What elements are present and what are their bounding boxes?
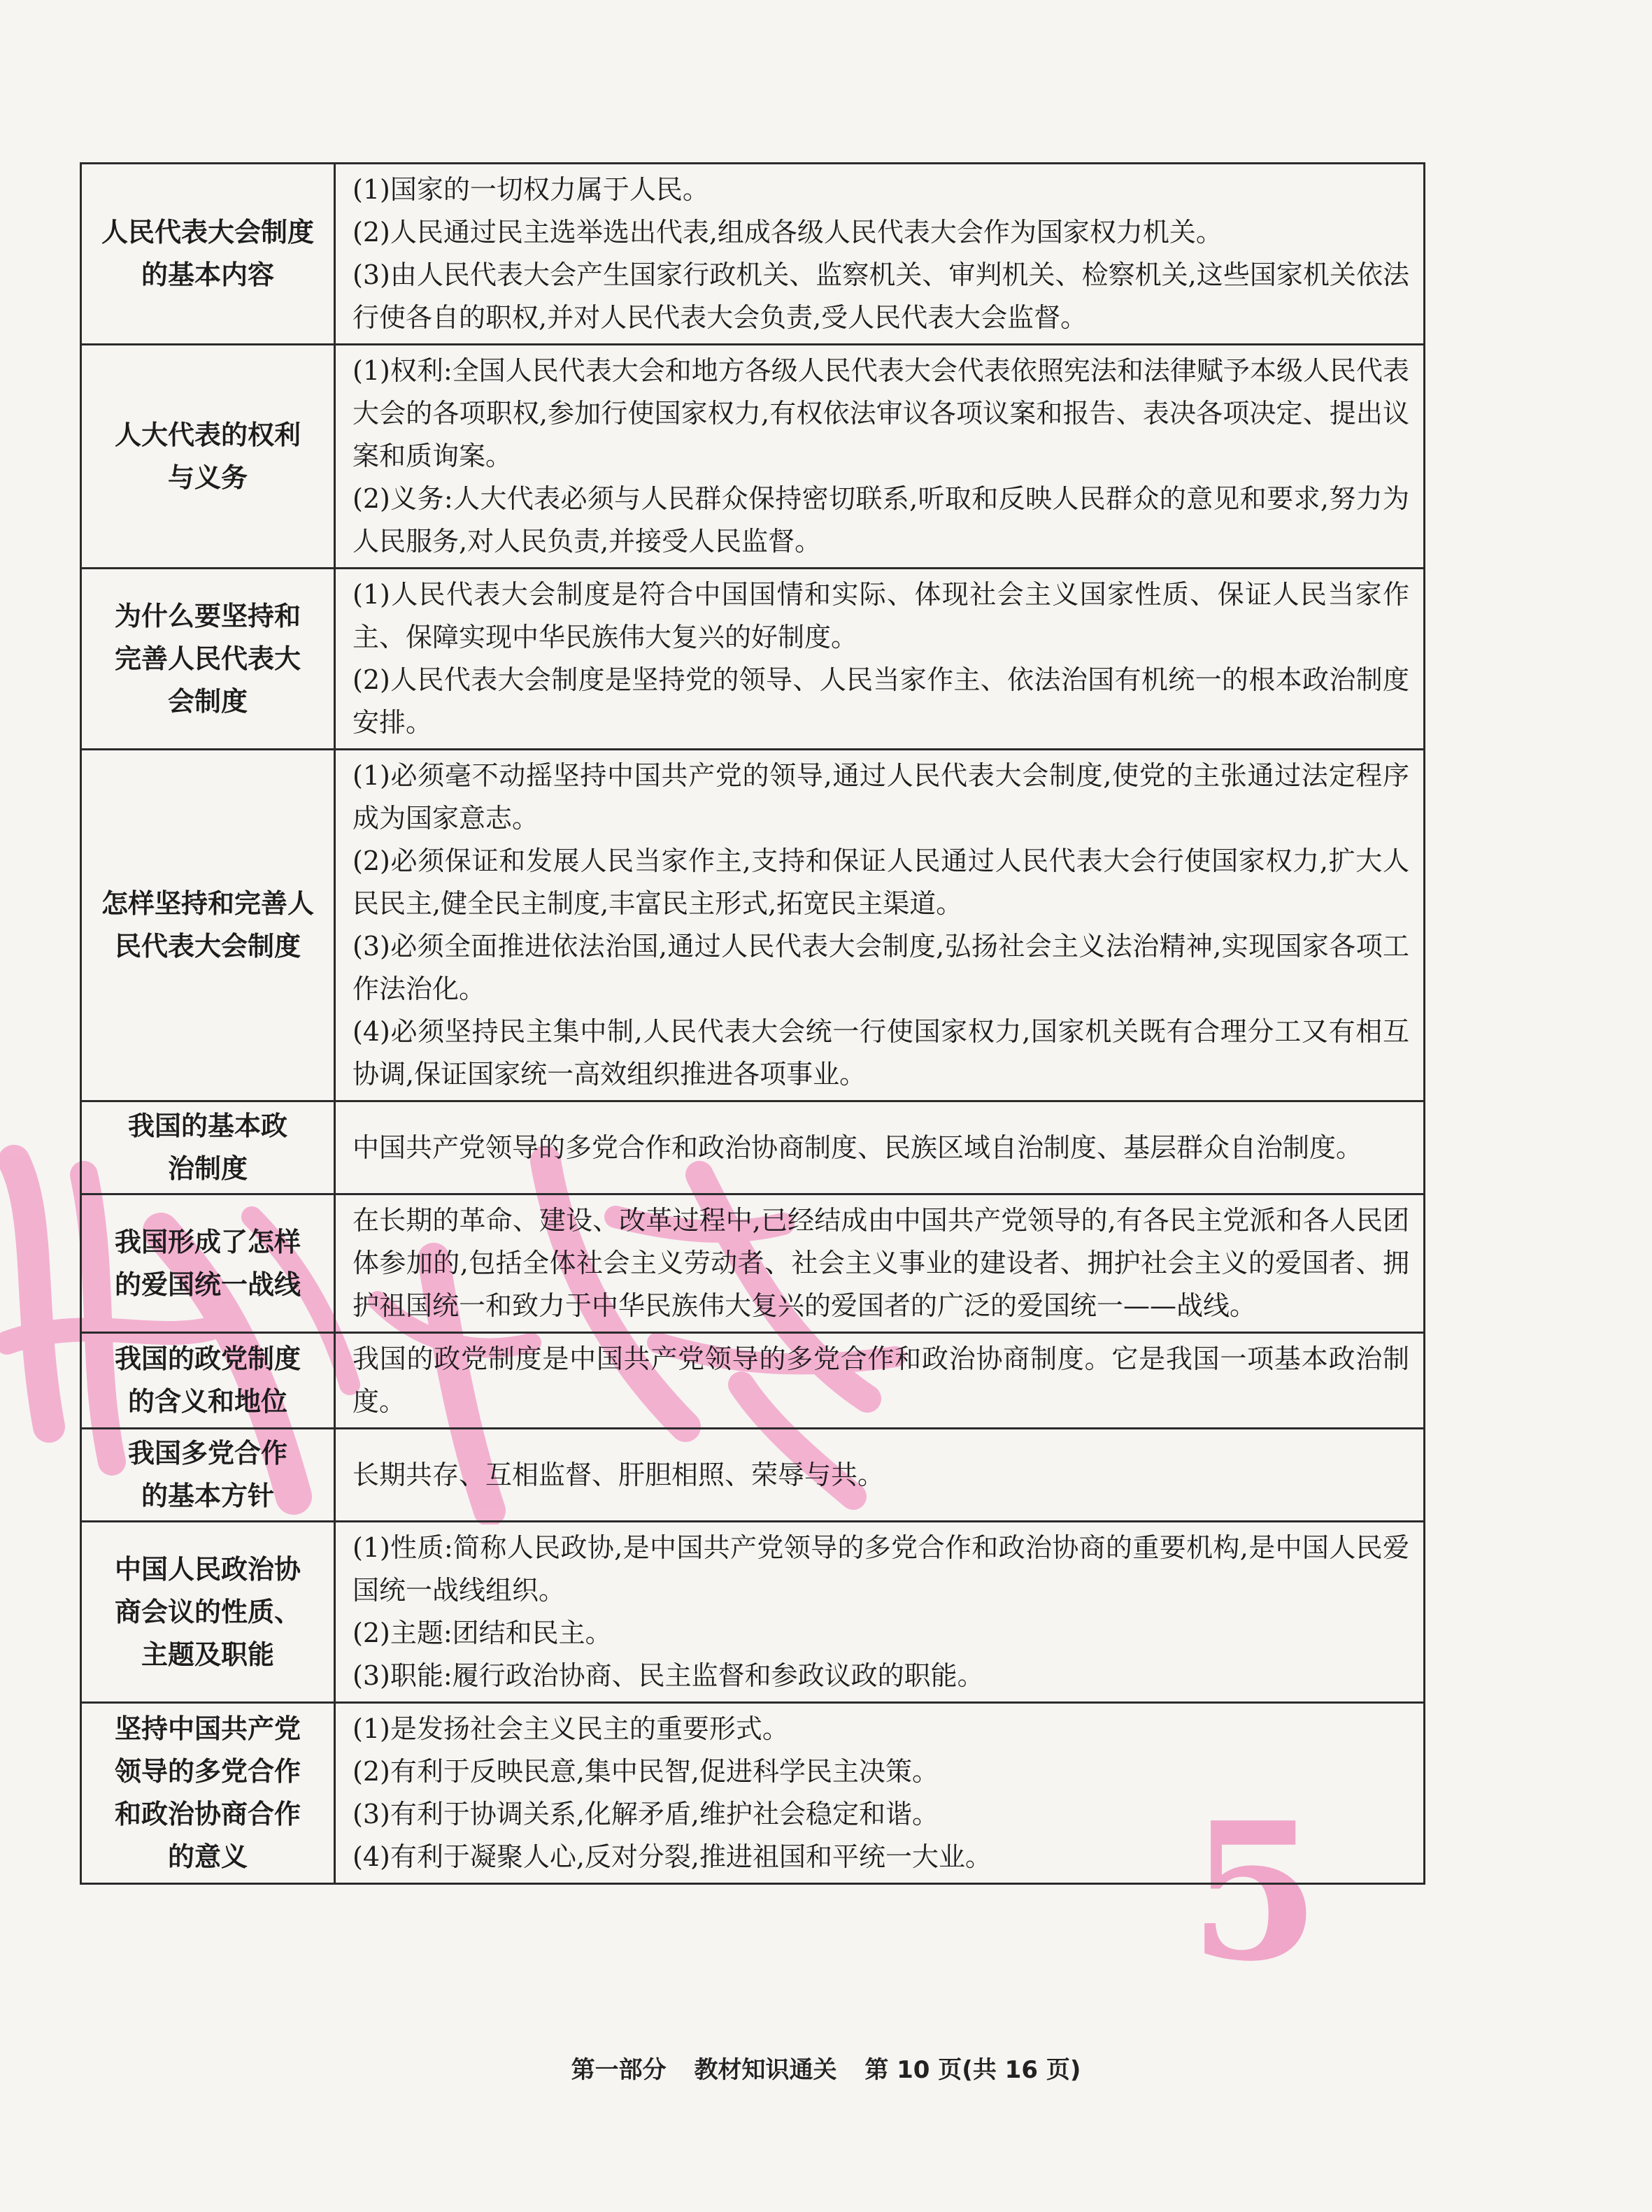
content-item: (1)国家的一切权力属于人民。 <box>353 174 709 205</box>
row-topic <box>81 1194 335 1333</box>
row-topic-text: 人民代表大会制度的基本内容 <box>101 217 315 290</box>
content-item: (2)人民代表大会制度是坚持党的领导、人民当家作主、依法治国有机统一的根本政治制度安排。 <box>353 664 1409 738</box>
table-row <box>81 1522 1425 1703</box>
content-item: 我国的政党制度是中国共产党领导的多党合作和政治协商制度。它是我国一项基本政治制度。 <box>353 1343 1409 1417</box>
row-topic <box>81 345 335 569</box>
row-content <box>335 1333 1425 1429</box>
page-number-mark: 5 <box>1189 1781 1320 2003</box>
row-topic-text: 我国形成了怎样的爱国统一战线 <box>115 1226 301 1300</box>
row-content <box>335 1194 1425 1333</box>
table-row <box>81 1101 1425 1194</box>
row-content <box>335 750 1425 1101</box>
footer-section: 第一部分 <box>571 2056 667 2084</box>
footer-subject: 教材知识通关 <box>694 2056 837 2084</box>
row-content <box>335 1703 1425 1884</box>
table-row <box>81 1333 1425 1429</box>
content-item: (4)有利于凝聚人心,反对分裂,推进祖国和平统一大业。 <box>353 1841 992 1872</box>
table-row <box>81 750 1425 1101</box>
content-item: (2)必须保证和发展人民当家作主,支持和保证人民通过人民代表大会行使国家权力,扩大人民民主,健全民主制度,丰富民主形式,拓宽民主渠道。 <box>353 845 1409 919</box>
content-item: (2)主题:团结和民主。 <box>353 1618 612 1648</box>
content-item: 中国共产党领导的多党合作和政治协商制度、民族区域自治制度、基层群众自治制度。 <box>353 1132 1363 1163</box>
content-item: (2)人民通过民主选举选出代表,组成各级人民代表大会作为国家权力机关。 <box>353 217 1223 248</box>
row-content <box>335 1101 1425 1194</box>
content-item: (3)职能:履行政治协商、民主监督和参政议政的职能。 <box>353 1660 984 1691</box>
row-topic <box>81 1429 335 1522</box>
content-item: (2)义务:人大代表必须与人民群众保持密切联系,听取和反映人民群众的意见和要求,努力为人民服务,对人民负责,并接受人民监督。 <box>353 483 1409 557</box>
footer-page: 第 10 页(共 16 页) <box>864 2056 1081 2084</box>
table-row <box>81 164 1425 345</box>
content-item: (4)必须坚持民主集中制,人民代表大会统一行使国家权力,国家机关既有合理分工又有相互协调,保证国家统一高效组织推进各项事业。 <box>353 1016 1409 1090</box>
knowledge-table <box>80 162 1425 1885</box>
row-content <box>335 345 1425 569</box>
row-topic <box>81 1333 335 1429</box>
content-item: (1)人民代表大会制度是符合中国国情和实际、体现社会主义国家性质、保证人民当家作主、保障实现中华民族伟大复兴的好制度。 <box>353 579 1409 652</box>
content-item: (3)必须全面推进依法治国,通过人民代表大会制度,弘扬社会主义法治精神,实现国家各项工作法治化。 <box>353 931 1409 1004</box>
row-topic-text: 怎样坚持和完善人民代表大会制度 <box>101 888 315 962</box>
content-item: (1)权利:全国人民代表大会和地方各级人民代表大会代表依照宪法和法律赋予本级人民代表大会的各项职权,参加行使国家权力,有权依法审议各项议案和报告、表决各项决定、提出议案和质询案。 <box>353 355 1409 471</box>
table-row <box>81 1703 1425 1884</box>
content-item: 在长期的革命、建设、改革过程中,已经结成由中国共产党领导的,有各民主党派和各人民团体参加的,包括全体社会主义劳动者、社会主义事业的建设者、拥护社会主义的爱国者、拥护祖国统一和致力于中华民族伟大复兴的爱国者的广泛的爱国统一——战线。 <box>353 1205 1409 1321</box>
content-item: (1)性质:简称人民政协,是中国共产党领导的多党合作和政治协商的重要机构,是中国人民爱国统一战线组织。 <box>353 1532 1409 1606</box>
row-topic <box>81 164 335 345</box>
content-item: 长期共存、互相监督、肝胆相照、荣辱与共。 <box>353 1459 885 1490</box>
row-topic <box>81 1101 335 1194</box>
row-topic-text: 我国的政党制度的含义和地位 <box>115 1343 301 1417</box>
row-topic-text: 我国多党合作的基本方针 <box>128 1438 288 1511</box>
row-topic <box>81 750 335 1101</box>
row-topic-text: 坚持中国共产党领导的多党合作和政治协商合作的意义 <box>115 1713 301 1872</box>
content-item: (2)有利于反映民意,集中民智,促进科学民主决策。 <box>353 1756 939 1787</box>
content-item: (1)必须毫不动摇坚持中国共产党的领导,通过人民代表大会制度,使党的主张通过法定程序成为国家意志。 <box>353 760 1409 834</box>
row-topic-text: 中国人民政治协商会议的性质、主题及职能 <box>115 1553 301 1670</box>
row-content <box>335 1522 1425 1703</box>
row-topic <box>81 1522 335 1703</box>
table-row <box>81 1194 1425 1333</box>
row-content <box>335 164 1425 345</box>
row-topic-text: 为什么要坚持和完善人民代表大会制度 <box>115 600 301 717</box>
table-row <box>81 1429 1425 1522</box>
row-content <box>335 1429 1425 1522</box>
table-row <box>81 345 1425 569</box>
row-content <box>335 569 1425 750</box>
page-footer <box>0 2050 1652 2085</box>
row-topic <box>81 1703 335 1884</box>
table-row <box>81 569 1425 750</box>
content-item: (1)是发扬社会主义民主的重要形式。 <box>353 1713 789 1744</box>
content-item: (3)有利于协调关系,化解矛盾,维护社会稳定和谐。 <box>353 1799 939 1829</box>
row-topic-text: 人大代表的权利与义务 <box>115 419 301 493</box>
content-item: (3)由人民代表大会产生国家行政机关、监察机关、审判机关、检察机关,这些国家机关依法行使各自的职权,并对人民代表大会负责,受人民代表大会监督。 <box>353 259 1409 333</box>
row-topic-text: 我国的基本政治制度 <box>128 1111 288 1184</box>
row-topic <box>81 569 335 750</box>
